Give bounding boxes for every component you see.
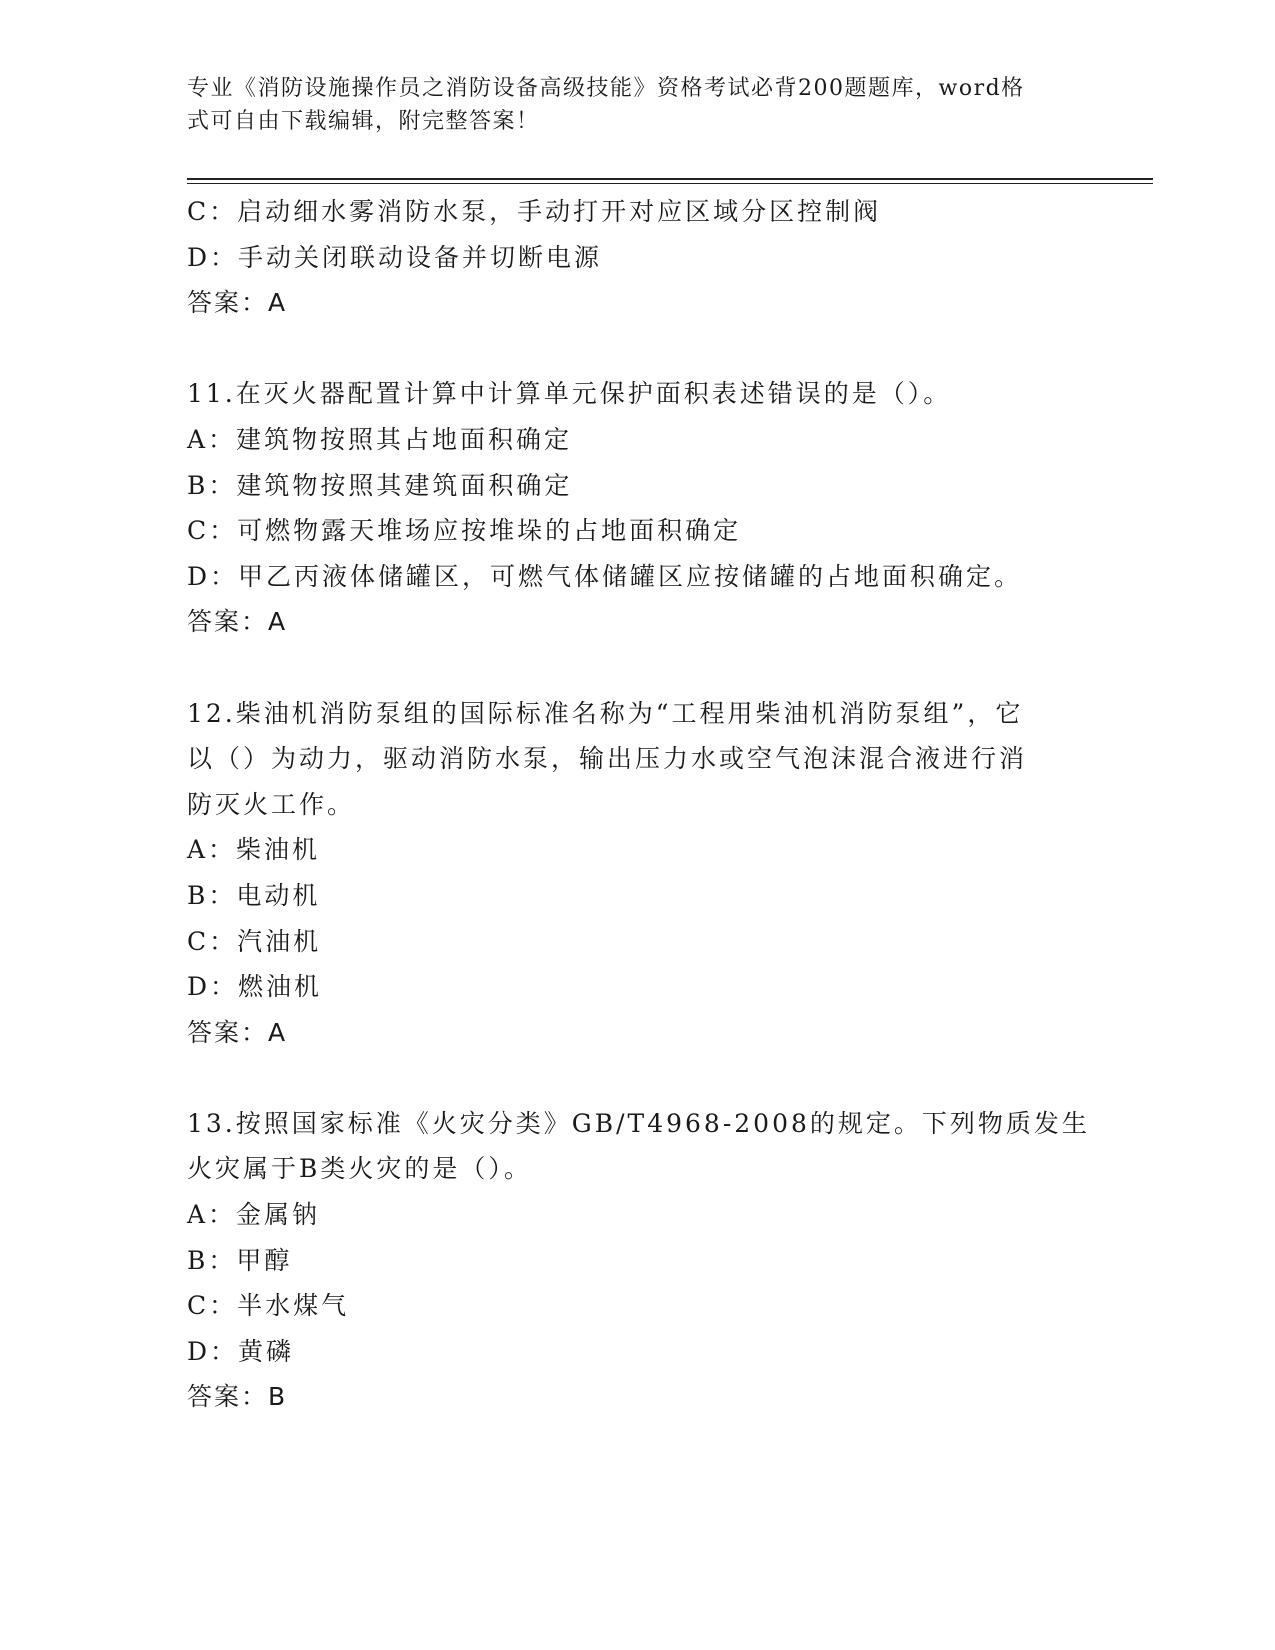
q12-question-line-2: 以（）为动力，驱动消防水泵，输出压力水或空气泡沫混合液进行消 (187, 744, 1028, 774)
spacer (187, 1055, 1087, 1101)
q12-option-b: B：电动机 (187, 880, 321, 910)
q12-answer: 答案：A (187, 1017, 288, 1047)
q12-question-line-1: 12.柴油机消防泵组的国际标准名称为“工程用柴油机消防泵组”，它 (187, 698, 1024, 728)
q12-option-a: A：柴油机 (187, 835, 321, 865)
spacer (187, 645, 1087, 691)
prev-option-c: C：启动细水雾消防水泵，手动打开对应区域分区控制阀 (187, 197, 882, 226)
q13-question-line-2: 火灾属于B类火灾的是（）。 (187, 1154, 532, 1184)
q11-option-d: D：甲乙丙液体储罐区，可燃气体储罐区应按储罐的占地面积确定。 (187, 561, 1023, 591)
q11-option-a: A：建筑物按照其占地面积确定 (187, 424, 573, 454)
q12-question-line-3: 防灭火工作。 (187, 789, 356, 819)
header-line-1: 专业《消防设施操作员之消防设备高级技能》资格考试必背200题题库，word格 (187, 76, 1025, 101)
q11-question: 11.在灭火器配置计算中计算单元保护面积表述错误的是（）。 (187, 379, 952, 409)
q13-answer: 答案：B (187, 1382, 288, 1412)
prev-answer: 答案：A (187, 288, 288, 318)
q12-option-d: D：燃油机 (187, 972, 323, 1002)
question-list (187, 189, 1090, 1420)
q13-option-b: B：甲醇 (187, 1245, 293, 1275)
q13-option-d: D：黄磷 (187, 1336, 295, 1366)
q11-option-b: B：建筑物按照其建筑面积确定 (187, 470, 573, 500)
document-header (187, 72, 1077, 138)
q13-option-c: C：半水煤气 (187, 1291, 350, 1321)
q13-option-a: A：金属钠 (187, 1200, 321, 1230)
header-divider-thick (187, 178, 1153, 180)
header-divider-thin (187, 183, 1153, 184)
q11-answer: 答案：A (187, 607, 288, 637)
prev-option-d: D：手动关闭联动设备并切断电源 (187, 242, 603, 272)
header-line-2: 式可自由下载编辑，附完整答案！ (187, 109, 540, 134)
q13-question-line-1: 13.按照国家标准《火灾分类》GB/T4968-2008的规定。下列物质发生 (187, 1108, 1090, 1138)
spacer (187, 326, 1087, 372)
q12-option-c: C：汽油机 (187, 926, 322, 956)
q11-option-c: C：可燃物露天堆场应按堆垛的占地面积确定 (187, 516, 742, 546)
